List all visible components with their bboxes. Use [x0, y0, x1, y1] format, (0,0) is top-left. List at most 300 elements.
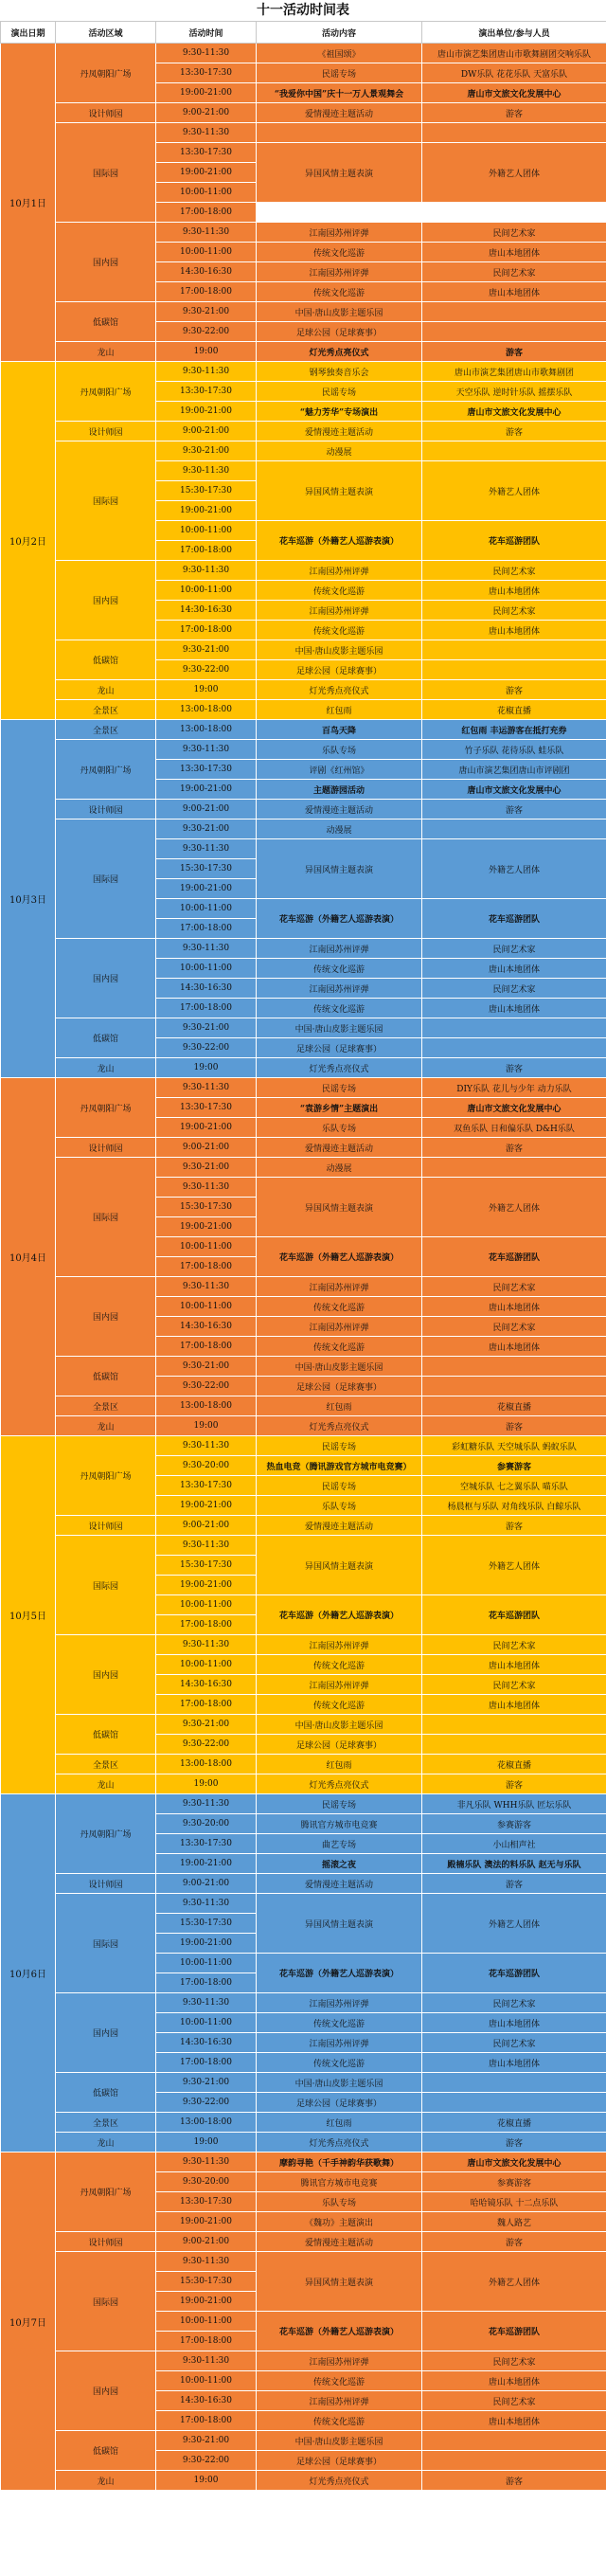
content-cell: 民谣专场 — [257, 1436, 422, 1456]
content-cell: 异国风情主题表演 — [257, 2252, 422, 2312]
performer-cell — [422, 820, 606, 839]
table-row — [1, 1138, 606, 1158]
content-cell: 江南园苏州评弹 — [257, 1277, 422, 1297]
performer-cell: 民间艺术家 — [422, 979, 606, 999]
time-cell: 9:30-11:30 — [156, 561, 257, 581]
table-row — [1, 1536, 606, 1556]
time-cell: 9:30-11:30 — [156, 839, 257, 859]
performer-cell — [422, 1038, 606, 1058]
performer-cell — [422, 2451, 606, 2471]
performer-cell: 外籍艺人团体 — [422, 143, 606, 203]
content-cell: 摇滚之夜 — [257, 1854, 422, 1874]
time-cell: 17:00-18:00 — [156, 282, 257, 302]
header-time: 活动时间 — [156, 22, 257, 44]
performer-cell — [422, 1715, 606, 1735]
table-row — [1, 1357, 606, 1377]
content-cell: 江南园苏州评弹 — [257, 601, 422, 621]
time-cell: 9:30-21:00 — [156, 1018, 257, 1038]
time-cell: 13:30-17:30 — [156, 382, 257, 402]
content-cell: 民谣专场 — [257, 63, 422, 83]
time-cell: 17:00-18:00 — [156, 2411, 257, 2431]
content-cell: 爱情漫迹主题活动 — [257, 800, 422, 820]
time-cell: 19:00-21:00 — [156, 1118, 257, 1138]
table-row — [1, 342, 606, 362]
performer-cell: 外籍艺人团体 — [422, 839, 606, 899]
time-cell: 13:00-18:00 — [156, 2113, 257, 2133]
content-cell: 中国·唐山皮影主题乐园 — [257, 2073, 422, 2093]
content-cell: 《魏功》主题演出 — [257, 2212, 422, 2232]
content-cell: 异国风情主题表演 — [257, 839, 422, 899]
performer-cell: 唐山本地团体 — [422, 2411, 606, 2431]
performer-cell: 花车巡游团队 — [422, 521, 606, 561]
performer-cell — [422, 1357, 606, 1377]
table-row — [1, 1774, 606, 1794]
time-cell: 19:00-21:00 — [156, 163, 257, 183]
time-cell: 19:00 — [156, 342, 257, 362]
content-cell: 传统文化巡游 — [257, 2013, 422, 2033]
area-cell: 国内园 — [56, 2351, 156, 2431]
time-cell: 9:00-21:00 — [156, 1874, 257, 1894]
performer-cell — [422, 1735, 606, 1755]
content-cell: “魅力芳华”专场演出 — [257, 402, 422, 422]
performer-cell — [422, 2073, 606, 2093]
table-row — [1, 1058, 606, 1078]
content-cell: 灯光秀点亮仪式 — [257, 2133, 422, 2153]
table-row — [1, 362, 606, 382]
time-cell: 14:30-16:30 — [156, 601, 257, 621]
time-cell: 14:30-16:30 — [156, 262, 257, 282]
content-cell: 异国风情主题表演 — [257, 1894, 422, 1954]
content-cell: 足球公园（足球赛事） — [257, 2451, 422, 2471]
content-cell: 灯光秀点亮仪式 — [257, 342, 422, 362]
time-cell: 9:30-11:30 — [156, 362, 257, 382]
header-content: 活动内容 — [257, 22, 422, 44]
performer-cell: 唐山市演艺集团唐山市评剧团 — [422, 760, 606, 780]
table-row — [1, 1635, 606, 1655]
area-cell: 国际园 — [56, 1536, 156, 1635]
time-cell: 10:00-11:00 — [156, 1297, 257, 1317]
content-cell: 乐队专场 — [257, 1496, 422, 1516]
time-cell: 9:00-21:00 — [156, 2232, 257, 2252]
time-cell: 13:30-17:30 — [156, 1834, 257, 1854]
time-cell: 17:00-18:00 — [156, 2053, 257, 2073]
performer-cell: 民间艺术家 — [422, 2351, 606, 2371]
date-cell: 10月2日 — [1, 362, 56, 720]
time-cell: 19:00 — [156, 2133, 257, 2153]
time-cell: 17:00-18:00 — [156, 999, 257, 1018]
performer-cell: 民间艺术家 — [422, 2391, 606, 2411]
content-cell: 腾讯官方城市电竞赛 — [257, 1814, 422, 1834]
table-row — [1, 223, 606, 243]
time-cell: 10:00-11:00 — [156, 2312, 257, 2332]
performer-cell: 花车巡游团队 — [422, 2312, 606, 2351]
content-cell: 灯光秀点亮仪式 — [257, 1774, 422, 1794]
time-cell: 9:30-11:30 — [156, 740, 257, 760]
table-row — [1, 820, 606, 839]
content-cell: 传统文化巡游 — [257, 2053, 422, 2073]
area-cell: 国际园 — [56, 1158, 156, 1277]
date-cell: 10月5日 — [1, 1436, 56, 1794]
area-cell: 低碳馆 — [56, 302, 156, 342]
time-cell: 9:30-11:30 — [156, 223, 257, 243]
performer-cell: 天空乐队 逆时针乐队 摇摆乐队 — [422, 382, 606, 402]
performer-cell: 民间艺术家 — [422, 1317, 606, 1337]
performer-cell: 游客 — [422, 342, 606, 362]
time-cell: 10:00-11:00 — [156, 581, 257, 601]
performer-cell: 参赛游客 — [422, 1814, 606, 1834]
table-row — [1, 1396, 606, 1416]
time-cell: 9:30-21:00 — [156, 820, 257, 839]
content-cell: 传统文化巡游 — [257, 1297, 422, 1317]
area-cell: 国际园 — [56, 441, 156, 561]
performer-cell — [422, 2431, 606, 2451]
performer-cell: 唐山本地团体 — [422, 999, 606, 1018]
content-cell: 传统文化巡游 — [257, 959, 422, 979]
performer-cell — [422, 2093, 606, 2113]
performer-cell: 参赛游客 — [422, 1456, 606, 1476]
area-cell: 设计师园 — [56, 2232, 156, 2252]
content-cell: 动漫展 — [257, 1158, 422, 1178]
performer-cell: 唐山市文旅文化发展中心 — [422, 1098, 606, 1118]
page-title: 十一活动时间表 — [0, 0, 606, 21]
time-cell: 9:30-21:00 — [156, 1158, 257, 1178]
table-row — [1, 1416, 606, 1436]
area-cell: 设计师园 — [56, 422, 156, 441]
performer-cell: 外籍艺人团体 — [422, 1894, 606, 1954]
performer-cell: 唐山本地团体 — [422, 621, 606, 640]
performer-cell — [422, 660, 606, 680]
content-cell: 中国·唐山皮影主题乐园 — [257, 1018, 422, 1038]
content-cell: 热血电竞（腾讯游戏官方城市电竞赛） — [257, 1456, 422, 1476]
time-cell: 17:00-18:00 — [156, 1615, 257, 1635]
area-cell: 丹凤朝阳广场 — [56, 1794, 156, 1874]
area-cell: 丹凤朝阳广场 — [56, 44, 156, 103]
content-cell: 中国·唐山皮影主题乐园 — [257, 302, 422, 322]
area-cell: 全景区 — [56, 1755, 156, 1774]
table-row — [1, 2232, 606, 2252]
date-cell: 10月3日 — [1, 720, 56, 1078]
table-row — [1, 1436, 606, 1456]
content-cell: 江南园苏州评弹 — [257, 1675, 422, 1695]
table-row — [1, 441, 606, 461]
time-cell: 9:30-11:30 — [156, 2351, 257, 2371]
performer-cell: 竹子乐队 花待乐队 蛙乐队 — [422, 740, 606, 760]
performer-cell: 花椒直播 — [422, 1755, 606, 1774]
performer-cell: 游客 — [422, 1516, 606, 1536]
performer-cell: 民间艺术家 — [422, 1277, 606, 1297]
time-cell: 19:00-21:00 — [156, 83, 257, 103]
content-cell: 红包雨 — [257, 1396, 422, 1416]
table-row — [1, 2113, 606, 2133]
table-row — [1, 680, 606, 700]
time-cell: 19:00-21:00 — [156, 2212, 257, 2232]
time-cell: 10:00-11:00 — [156, 959, 257, 979]
content-cell: 中国·唐山皮影主题乐园 — [257, 1357, 422, 1377]
time-cell: 9:00-21:00 — [156, 1516, 257, 1536]
performer-cell: 小山相声社 — [422, 1834, 606, 1854]
content-cell: 民谣专场 — [257, 382, 422, 402]
performer-cell: 花椒直播 — [422, 1396, 606, 1416]
performer-cell — [422, 123, 606, 143]
content-cell: 摩韵寻艳（千手神韵华获歌舞） — [257, 2153, 422, 2172]
content-cell: 花车巡游（外籍艺人巡游表演） — [257, 2312, 422, 2351]
content-cell: 江南园苏州评弹 — [257, 979, 422, 999]
performer-cell — [422, 322, 606, 342]
time-cell: 13:30-17:30 — [156, 2192, 257, 2212]
time-cell: 10:00-11:00 — [156, 1655, 257, 1675]
time-cell: 19:00 — [156, 1416, 257, 1436]
time-cell: 9:30-11:30 — [156, 1794, 257, 1814]
performer-cell: 唐山本地团体 — [422, 243, 606, 262]
performer-cell: 游客 — [422, 1874, 606, 1894]
table-row — [1, 1755, 606, 1774]
content-cell: 民谣专场 — [257, 1078, 422, 1098]
time-cell: 17:00-18:00 — [156, 919, 257, 939]
performer-cell: 非凡乐队 WHH乐队 匠坛乐队 — [422, 1794, 606, 1814]
schedule-table — [0, 21, 606, 2491]
area-cell: 丹凤朝阳广场 — [56, 1436, 156, 1516]
performer-cell: 唐山本地团体 — [422, 2371, 606, 2391]
time-cell: 14:30-16:30 — [156, 979, 257, 999]
time-cell: 13:30-17:30 — [156, 1098, 257, 1118]
table-row — [1, 561, 606, 581]
table-row — [1, 640, 606, 660]
table-row — [1, 103, 606, 123]
time-cell: 15:30-17:30 — [156, 1914, 257, 1934]
performer-cell: 外籍艺人团体 — [422, 2252, 606, 2312]
schedule-body — [1, 44, 606, 2491]
content-cell: 爱情漫迹主题活动 — [257, 1516, 422, 1536]
content-cell: 灯光秀点亮仪式 — [257, 680, 422, 700]
table-row — [1, 1715, 606, 1735]
performer-cell: 民间艺术家 — [422, 1993, 606, 2013]
content-cell: 江南园苏州评弹 — [257, 1317, 422, 1337]
content-cell: 传统文化巡游 — [257, 243, 422, 262]
table-row — [1, 1158, 606, 1178]
performer-cell: 唐山市文旅文化发展中心 — [422, 83, 606, 103]
time-cell: 19:00-21:00 — [156, 402, 257, 422]
time-cell: 19:00-21:00 — [156, 2292, 257, 2312]
table-row — [1, 302, 606, 322]
performer-cell: 杨晨枢与乐队 对角线乐队 白鲸乐队 — [422, 1496, 606, 1516]
header-performer: 演出单位/参与人员 — [422, 22, 606, 44]
area-cell: 龙山 — [56, 1416, 156, 1436]
table-row — [1, 700, 606, 720]
performer-cell: 唐山本地团体 — [422, 2053, 606, 2073]
content-cell — [257, 123, 422, 143]
performer-cell: 唐山市文旅文化发展中心 — [422, 2153, 606, 2172]
content-cell: 曲艺专场 — [257, 1834, 422, 1854]
time-cell: 17:00-18:00 — [156, 1337, 257, 1357]
time-cell: 14:30-16:30 — [156, 1317, 257, 1337]
area-cell: 全景区 — [56, 700, 156, 720]
content-cell: 传统文化巡游 — [257, 2371, 422, 2391]
time-cell: 19:00-21:00 — [156, 1854, 257, 1874]
content-cell: “袁游乡情”主题演出 — [257, 1098, 422, 1118]
time-cell: 9:30-11:30 — [156, 1277, 257, 1297]
performer-cell: 花椒直播 — [422, 700, 606, 720]
performer-cell: 民间艺术家 — [422, 601, 606, 621]
time-cell: 9:00-21:00 — [156, 1138, 257, 1158]
performer-cell — [422, 1377, 606, 1396]
area-cell: 国际园 — [56, 1894, 156, 1993]
area-cell: 丹凤朝阳广场 — [56, 2153, 156, 2232]
performer-cell: 游客 — [422, 103, 606, 123]
content-cell: 江南园苏州评弹 — [257, 223, 422, 243]
area-cell: 国际园 — [56, 2252, 156, 2351]
area-cell: 低碳馆 — [56, 1715, 156, 1755]
content-cell: 中国·唐山皮影主题乐园 — [257, 2431, 422, 2451]
time-cell: 10:00-11:00 — [156, 243, 257, 262]
time-cell: 17:00-18:00 — [156, 2332, 257, 2351]
content-cell: 中国·唐山皮影主题乐园 — [257, 640, 422, 660]
time-cell: 15:30-17:30 — [156, 481, 257, 501]
time-cell: 10:00-11:00 — [156, 2371, 257, 2391]
time-cell: 15:30-17:30 — [156, 859, 257, 879]
area-cell: 国内园 — [56, 939, 156, 1018]
area-cell: 设计师园 — [56, 1874, 156, 1894]
time-cell: 10:00-11:00 — [156, 1237, 257, 1257]
content-cell: 异国风情主题表演 — [257, 1178, 422, 1237]
content-cell: 爱情漫迹主题活动 — [257, 422, 422, 441]
table-row — [1, 2073, 606, 2093]
performer-cell: 游客 — [422, 1058, 606, 1078]
performer-cell: 唐山本地团体 — [422, 282, 606, 302]
date-cell: 10月4日 — [1, 1078, 56, 1436]
area-cell: 设计师园 — [56, 103, 156, 123]
content-cell: 传统文化巡游 — [257, 282, 422, 302]
content-cell: 评剧《红州馆》 — [257, 760, 422, 780]
header-row — [1, 22, 606, 44]
performer-cell: 游客 — [422, 800, 606, 820]
time-cell: 10:00-11:00 — [156, 899, 257, 919]
header-date: 演出日期 — [1, 22, 56, 44]
time-cell: 13:00-18:00 — [156, 1755, 257, 1774]
table-row — [1, 1794, 606, 1814]
performer-cell: 民间艺术家 — [422, 223, 606, 243]
content-cell: 足球公园（足球赛事） — [257, 1038, 422, 1058]
date-cell: 10月1日 — [1, 44, 56, 362]
area-cell: 龙山 — [56, 1774, 156, 1794]
content-cell: 异国风情主题表演 — [257, 1536, 422, 1595]
area-cell: 国内园 — [56, 1993, 156, 2073]
table-row — [1, 1874, 606, 1894]
performer-cell: 参赛游客 — [422, 2172, 606, 2192]
content-cell: 花车巡游（外籍艺人巡游表演） — [257, 1954, 422, 1993]
performer-cell: 唐山本地团体 — [422, 581, 606, 601]
area-cell: 丹凤朝阳广场 — [56, 740, 156, 800]
performer-cell: 唐山本地团体 — [422, 1297, 606, 1317]
table-row — [1, 1277, 606, 1297]
time-cell: 10:00-11:00 — [156, 521, 257, 541]
content-cell: 江南园苏州评弹 — [257, 262, 422, 282]
area-cell: 龙山 — [56, 680, 156, 700]
area-cell: 丹凤朝阳广场 — [56, 362, 156, 422]
content-cell: 江南园苏州评弹 — [257, 1993, 422, 2013]
performer-cell — [422, 1018, 606, 1038]
content-cell: 动漫展 — [257, 820, 422, 839]
time-cell: 17:00-18:00 — [156, 1973, 257, 1993]
time-cell: 9:30-22:00 — [156, 1038, 257, 1058]
performer-cell — [422, 640, 606, 660]
time-cell: 17:00-18:00 — [156, 621, 257, 640]
performer-cell: 游客 — [422, 422, 606, 441]
time-cell: 14:30-16:30 — [156, 1675, 257, 1695]
time-cell: 15:30-17:30 — [156, 1198, 257, 1217]
content-cell: 花车巡游（外籍艺人巡游表演） — [257, 1237, 422, 1277]
time-cell: 13:00-18:00 — [156, 720, 257, 740]
area-cell: 设计师园 — [56, 800, 156, 820]
content-cell: 红包雨 — [257, 700, 422, 720]
area-cell: 国内园 — [56, 1277, 156, 1357]
time-cell: 9:30-21:00 — [156, 441, 257, 461]
table-row — [1, 2471, 606, 2491]
time-cell: 13:30-17:30 — [156, 63, 257, 83]
time-cell: 9:30-11:30 — [156, 1894, 257, 1914]
performer-cell: 魏人路艺 — [422, 2212, 606, 2232]
content-cell: 花车巡游（外籍艺人巡游表演） — [257, 1595, 422, 1635]
time-cell: 19:00 — [156, 1774, 257, 1794]
time-cell: 9:30-22:00 — [156, 660, 257, 680]
performer-cell: 花车巡游团队 — [422, 1595, 606, 1635]
content-cell: 足球公园（足球赛事） — [257, 1735, 422, 1755]
area-cell: 龙山 — [56, 2133, 156, 2153]
content-cell: 足球公园（足球赛事） — [257, 1377, 422, 1396]
performer-cell: 唐山本地团体 — [422, 2013, 606, 2033]
table-row — [1, 740, 606, 760]
time-cell: 14:30-16:30 — [156, 2391, 257, 2411]
performer-cell: 花车巡游团队 — [422, 1954, 606, 1993]
time-cell: 9:30-11:30 — [156, 1436, 257, 1456]
time-cell: 13:00-18:00 — [156, 1396, 257, 1416]
time-cell: 13:00-18:00 — [156, 700, 257, 720]
table-row — [1, 2431, 606, 2451]
time-cell: 9:30-11:30 — [156, 1178, 257, 1198]
performer-cell: 游客 — [422, 1138, 606, 1158]
time-cell: 19:00-21:00 — [156, 1934, 257, 1954]
time-cell: 9:30-11:30 — [156, 2153, 257, 2172]
time-cell: 19:00 — [156, 680, 257, 700]
content-cell: 爱情漫迹主题活动 — [257, 103, 422, 123]
header-area: 活动区域 — [56, 22, 156, 44]
content-cell: 传统文化巡游 — [257, 1695, 422, 1715]
time-cell: 9:30-21:00 — [156, 640, 257, 660]
content-cell: 传统文化巡游 — [257, 621, 422, 640]
performer-cell — [422, 302, 606, 322]
content-cell: 灯光秀点亮仪式 — [257, 2471, 422, 2491]
table-row — [1, 2133, 606, 2153]
content-cell: 主题游园活动 — [257, 780, 422, 800]
content-cell: 花车巡游（外籍艺人巡游表演） — [257, 899, 422, 939]
area-cell: 国际园 — [56, 820, 156, 939]
content-cell: 传统文化巡游 — [257, 1337, 422, 1357]
time-cell: 9:00-21:00 — [156, 422, 257, 441]
time-cell: 9:30-11:30 — [156, 1993, 257, 2013]
performer-cell: 游客 — [422, 2133, 606, 2153]
time-cell: 19:00-21:00 — [156, 501, 257, 521]
time-cell: 9:30-11:30 — [156, 2252, 257, 2272]
table-row — [1, 1018, 606, 1038]
content-cell: 民谣专场 — [257, 1476, 422, 1496]
time-cell: 15:30-17:30 — [156, 2272, 257, 2292]
content-cell: 异国风情主题表演 — [257, 461, 422, 521]
table-row — [1, 123, 606, 143]
time-cell: 10:00-11:00 — [156, 1595, 257, 1615]
content-cell: 百鸟天降 — [257, 720, 422, 740]
performer-cell: 外籍艺人团体 — [422, 1536, 606, 1595]
performer-cell: 花椒直播 — [422, 2113, 606, 2133]
area-cell: 国内园 — [56, 223, 156, 302]
